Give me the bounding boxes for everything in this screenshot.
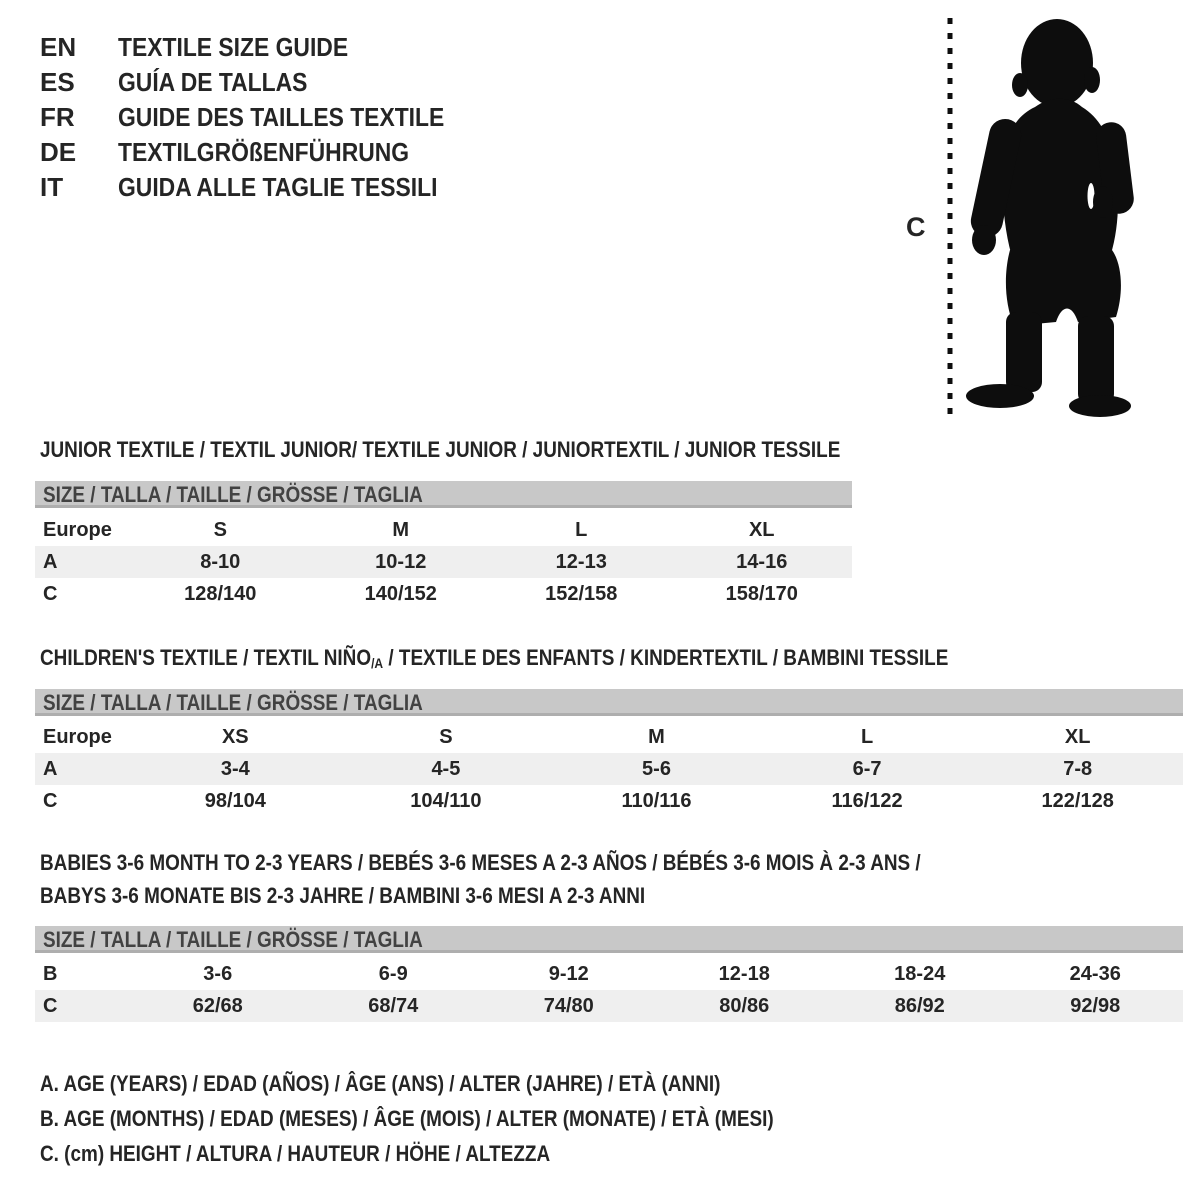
right-foot bbox=[1069, 395, 1131, 417]
babies-size-header-bar bbox=[35, 926, 1183, 953]
row-label: C bbox=[43, 790, 58, 812]
table-cell: 86/92 bbox=[894, 995, 945, 1017]
table-cell: 122/128 bbox=[1041, 790, 1114, 812]
table-cell: 7-8 bbox=[1063, 758, 1093, 780]
language-title-list bbox=[40, 30, 489, 205]
babies-title-line1: BABIES 3-6 MONTH TO 2-3 YEARS / BEBÉS 3-6 MESES A 2-3 AÑOS / BÉBÉS 3-6 MOIS À 2-3 ANS / bbox=[40, 850, 921, 875]
table-cell: 9-12 bbox=[548, 963, 589, 985]
row-label: Europe bbox=[43, 726, 112, 748]
table-row bbox=[35, 753, 1183, 785]
table-cell: 92/98 bbox=[1070, 995, 1121, 1017]
lang-code: EN bbox=[40, 32, 77, 62]
table-cell: 3-6 bbox=[203, 963, 233, 985]
lang-code: DE bbox=[40, 137, 77, 167]
babies-section-title bbox=[40, 846, 1064, 912]
table-cell: 104/110 bbox=[410, 790, 482, 812]
row-label: A bbox=[43, 551, 58, 573]
table-cell: 62/68 bbox=[192, 995, 243, 1017]
table-cell: 3-4 bbox=[220, 758, 250, 780]
table-cell: 12-13 bbox=[555, 551, 607, 573]
table-cell: 18-24 bbox=[894, 963, 946, 985]
children-title-part1: CHILDREN'S TEXTILE / TEXTIL NIÑO bbox=[40, 645, 372, 670]
table-cell: 4-5 bbox=[431, 758, 461, 780]
left-leg bbox=[1006, 312, 1042, 392]
guide-title-es: GUÍA DE TALLAS bbox=[118, 67, 308, 97]
table-cell: 140/152 bbox=[364, 583, 437, 605]
legend-height-cm-text: C. (cm) HEIGHT / ALTURA / HAUTEUR / HÖHE / ALTEZZA bbox=[40, 1141, 551, 1166]
row-label: C bbox=[43, 583, 58, 605]
table-cell: L bbox=[575, 519, 588, 541]
table-cell: 14-16 bbox=[736, 551, 788, 573]
table-cell: 128/140 bbox=[184, 583, 257, 605]
table-cell: XS bbox=[221, 726, 249, 748]
junior-section-title bbox=[40, 437, 971, 463]
legend-age-years bbox=[40, 1066, 893, 1101]
legend-height-cm bbox=[40, 1136, 893, 1171]
table-cell: 24-36 bbox=[1069, 963, 1121, 985]
table-cell: 110/116 bbox=[621, 790, 692, 812]
table-cell: 74/80 bbox=[543, 995, 594, 1017]
table-cell: XL bbox=[748, 519, 775, 541]
head bbox=[1021, 19, 1093, 107]
table-cell: 6-9 bbox=[378, 963, 408, 985]
lang-row-fr bbox=[40, 100, 489, 135]
guide-title-it: GUIDA ALLE TAGLIE TESSILI bbox=[118, 172, 438, 202]
table-row bbox=[35, 546, 852, 578]
right-ear bbox=[1084, 67, 1100, 93]
junior-size-table bbox=[35, 514, 852, 610]
toddler-body bbox=[966, 19, 1135, 417]
table-row bbox=[35, 721, 1183, 753]
table-cell: XL bbox=[1064, 726, 1091, 748]
legend-age-months-text: B. AGE (MONTHS) / EDAD (MESES) / ÂGE (MOIS) / ALTER (MONATE) / ETÀ (MESI) bbox=[40, 1106, 774, 1131]
lang-row-en bbox=[40, 30, 489, 65]
table-cell: 116/122 bbox=[831, 790, 903, 812]
table-cell: 6-7 bbox=[852, 758, 882, 780]
left-hand bbox=[972, 225, 996, 255]
table-cell: 12-18 bbox=[718, 963, 770, 985]
junior-section-title-text: JUNIOR TEXTILE / TEXTIL JUNIOR/ TEXTILE JUNIOR / JUNIORTEXTIL / JUNIOR TESSILE bbox=[40, 437, 841, 462]
right-hand bbox=[1093, 186, 1113, 218]
lang-row-es bbox=[40, 65, 489, 100]
legend-age-months bbox=[40, 1101, 893, 1136]
table-cell: 80/86 bbox=[719, 995, 770, 1017]
table-cell: M bbox=[392, 519, 410, 541]
left-ear bbox=[1012, 73, 1028, 97]
children-size-table bbox=[35, 721, 1183, 817]
lang-code: ES bbox=[40, 67, 75, 97]
table-cell: 8-10 bbox=[200, 551, 241, 573]
toddler-silhouette bbox=[938, 10, 1150, 422]
row-label: A bbox=[43, 758, 58, 780]
height-measure-label: C bbox=[906, 212, 926, 242]
table-row bbox=[35, 990, 1183, 1022]
junior-size-header-bar bbox=[35, 481, 852, 508]
children-section-title-text bbox=[40, 645, 948, 671]
legend-age-years-text: A. AGE (YEARS) / EDAD (AÑOS) / ÂGE (ANS) / ALTER (JAHRE) / ETÀ (ANNI) bbox=[40, 1071, 721, 1096]
table-cell: S bbox=[213, 519, 227, 541]
size-header-text: SIZE / TALLA / TAILLE / GRÖSSE / TAGLIA bbox=[43, 927, 423, 952]
table-row bbox=[35, 514, 852, 546]
lang-row-it bbox=[40, 170, 489, 205]
torso bbox=[1003, 99, 1118, 257]
babies-size-table bbox=[35, 958, 1183, 1022]
table-cell: 5-6 bbox=[642, 758, 671, 780]
table-row bbox=[35, 958, 1183, 990]
row-label: C bbox=[43, 995, 58, 1017]
guide-title-fr: GUIDE DES TAILLES TEXTILE bbox=[118, 102, 445, 132]
table-cell: 152/158 bbox=[545, 583, 618, 605]
table-row bbox=[35, 785, 1183, 817]
children-size-header-bar bbox=[35, 689, 1183, 716]
guide-title-de: TEXTILGRÖßENFÜHRUNG bbox=[118, 137, 410, 167]
table-cell: 98/104 bbox=[204, 790, 266, 812]
table-cell: M bbox=[648, 726, 665, 748]
lang-code: IT bbox=[40, 172, 64, 202]
children-section-title bbox=[40, 645, 1096, 671]
table-cell: S bbox=[439, 726, 453, 748]
row-label: Europe bbox=[43, 519, 112, 541]
babies-title-line2: BABYS 3-6 MONATE BIS 2-3 JAHRE / BAMBINI 3-6 MESI A 2-3 ANNI bbox=[40, 883, 646, 908]
guide-title-en: TEXTILE SIZE GUIDE bbox=[118, 32, 349, 62]
children-title-part2: / TEXTILE DES ENFANTS / KINDERTEXTIL / BAMBINI TESSILE bbox=[383, 645, 949, 670]
right-leg bbox=[1078, 316, 1114, 404]
table-cell: L bbox=[860, 726, 874, 748]
row-label: B bbox=[43, 963, 58, 985]
lang-row-de bbox=[40, 135, 489, 170]
measure-legend bbox=[40, 1066, 893, 1171]
table-cell: 10-12 bbox=[375, 551, 427, 573]
table-row bbox=[35, 578, 852, 610]
size-header-text: SIZE / TALLA / TAILLE / GRÖSSE / TAGLIA bbox=[43, 690, 423, 715]
lang-code: FR bbox=[40, 102, 75, 132]
table-cell: 68/74 bbox=[368, 995, 419, 1017]
left-foot bbox=[966, 384, 1034, 408]
table-cell: 158/170 bbox=[725, 583, 798, 605]
children-title-subscript: /A bbox=[371, 655, 384, 671]
size-header-text: SIZE / TALLA / TAILLE / GRÖSSE / TAGLIA bbox=[43, 482, 423, 507]
